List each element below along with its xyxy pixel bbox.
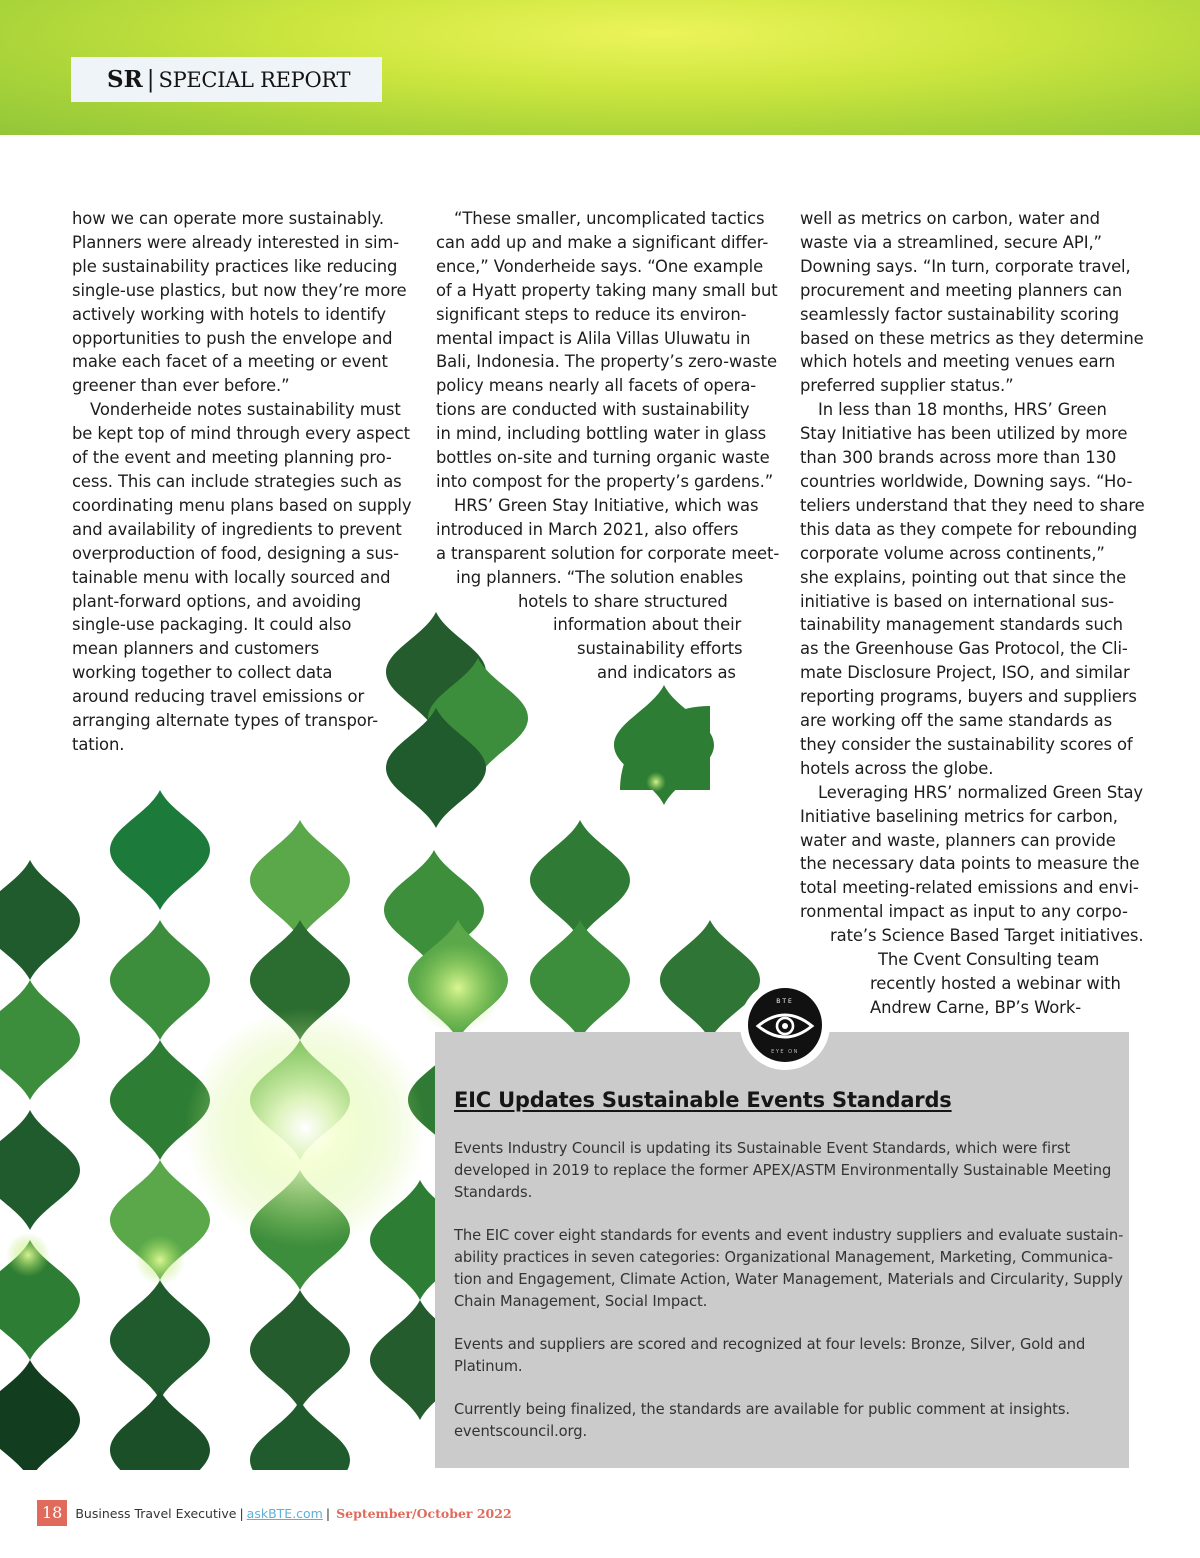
text-line: hotels across the globe. bbox=[800, 758, 994, 778]
text-line: ing planners. “The solution enables bbox=[456, 567, 744, 587]
text-line: as the Greenhouse Gas Protocol, the Cli- bbox=[800, 639, 1128, 659]
text-line: plant-forward options, and avoiding bbox=[72, 591, 362, 611]
text-line: opportunities to push the envelope and bbox=[72, 328, 393, 348]
text-line: mental impact is Alila Villas Uluwatu in bbox=[436, 328, 751, 348]
text-line: this data as they compete for rebounding bbox=[800, 519, 1138, 539]
text-line: make each facet of a meeting or event bbox=[72, 352, 388, 372]
paragraph bbox=[72, 207, 412, 398]
text-line: tation. bbox=[72, 734, 125, 754]
sidebar-paragraph bbox=[454, 1334, 1109, 1378]
text-line: mean planners and customers bbox=[72, 639, 320, 659]
text-line: sustainability efforts bbox=[577, 639, 743, 659]
text-line: tainability management standards such bbox=[800, 615, 1123, 635]
text-line: rate’s Science Based Target initiatives. bbox=[830, 926, 1144, 946]
page-footer bbox=[37, 1500, 512, 1526]
text-line: seamlessly factor sustainability scoring bbox=[800, 304, 1120, 324]
text-line: into compost for the property’s gardens.” bbox=[436, 471, 774, 491]
text-line: the necessary data points to measure the bbox=[800, 854, 1140, 874]
text-line: “These smaller, uncomplicated tactics bbox=[454, 209, 765, 228]
text-line: greener than ever before.” bbox=[72, 376, 290, 396]
leaf-shape bbox=[530, 920, 630, 1040]
text-line: single-use plastics, but now they’re more bbox=[72, 280, 407, 300]
text-line: in mind, including bottling water in glass bbox=[436, 424, 767, 444]
sidebar-text-line: Chain Management, Social Impact. bbox=[454, 1293, 708, 1310]
text-line: waste via a streamlined, secure API,” bbox=[800, 232, 1102, 252]
text-line: coordinating menu plans based on supply bbox=[72, 495, 412, 515]
text-line: preferred supplier status.” bbox=[800, 376, 1014, 396]
sidebar-text-line: Platinum. bbox=[454, 1358, 523, 1375]
text-line: Planners were already interested in sim- bbox=[72, 232, 400, 252]
text-line: ence,” Vonderheide says. “One example bbox=[436, 256, 764, 276]
text-line: working together to collect data bbox=[72, 663, 333, 683]
page-number: 18 bbox=[37, 1500, 67, 1526]
text-line: Downing says. “In turn, corporate travel, bbox=[800, 256, 1131, 276]
paragraph bbox=[72, 398, 412, 757]
text-line: reporting programs, buyers and suppliers bbox=[800, 687, 1137, 707]
text-line: ple sustainability practices like reducing bbox=[72, 256, 398, 276]
website-link[interactable]: askBTE.com bbox=[246, 1505, 323, 1521]
paragraph bbox=[800, 398, 1145, 781]
badge-top-text: BTE bbox=[776, 998, 794, 1005]
leaf-shape bbox=[0, 1110, 80, 1230]
text-line: policy means nearly all facets of opera- bbox=[436, 376, 757, 396]
section-tag bbox=[71, 57, 382, 102]
sidebar-paragraph bbox=[454, 1138, 1112, 1204]
text-line: actively working with hotels to identify bbox=[72, 304, 386, 324]
text-line: water and waste, planners can provide bbox=[800, 830, 1116, 850]
text-line: introduced in March 2021, also offers bbox=[436, 519, 739, 539]
sidebar-box bbox=[435, 1032, 1129, 1468]
text-line: which hotels and meeting venues earn bbox=[800, 352, 1116, 372]
sidebar-text-line: The EIC cover eight standards for events and event industry suppliers and evaluate sustain- bbox=[454, 1227, 1124, 1244]
footer-separator: | bbox=[325, 1505, 331, 1521]
text-line: recently hosted a webinar with bbox=[870, 974, 1121, 993]
text-line: than 300 brands across more than 130 bbox=[800, 448, 1117, 468]
article-column-2 bbox=[436, 207, 780, 685]
text-line: corporate volume across continents,” bbox=[800, 543, 1105, 563]
leaf-shape bbox=[110, 790, 210, 910]
paragraph bbox=[800, 207, 1144, 398]
text-line: overproduction of food, designing a sus- bbox=[72, 543, 399, 563]
leaf-shape bbox=[0, 1360, 80, 1470]
text-line: information about their bbox=[553, 615, 742, 635]
text-line: cess. This can include strategies such as bbox=[72, 471, 402, 491]
issue-date: September/October 2022 bbox=[336, 1505, 512, 1521]
sidebar-paragraph bbox=[454, 1399, 1109, 1443]
text-line: and indicators as bbox=[597, 663, 736, 683]
sidebar-text-line: tion and Engagement, Climate Action, Water Management, Materials and Circularity, Supply bbox=[454, 1271, 1123, 1288]
section-separator: | bbox=[146, 66, 155, 93]
text-line: ronmental impact as input to any corpo- bbox=[800, 902, 1128, 922]
paragraph bbox=[436, 494, 780, 685]
text-line: are working off the same standards as bbox=[800, 711, 1113, 731]
sidebar-title: EIC Updates Sustainable Events Standards bbox=[454, 1088, 952, 1112]
leaf-shape bbox=[0, 980, 80, 1100]
text-line: The Cvent Consulting team bbox=[878, 950, 1100, 970]
article-column-3 bbox=[800, 207, 1145, 1020]
article-column-1 bbox=[72, 207, 412, 757]
text-line: be kept top of mind through every aspect bbox=[72, 424, 410, 444]
text-line: arranging alternate types of transpor- bbox=[72, 711, 379, 731]
text-line: HRS’ Green Stay Initiative, which was bbox=[454, 495, 759, 515]
text-line: can add up and make a significant differ- bbox=[436, 232, 769, 252]
sidebar-text-line: Currently being finalized, the standards are available for public comment at insights. bbox=[454, 1401, 1070, 1418]
text-line: a transparent solution for corporate meet- bbox=[436, 543, 780, 563]
text-line: total meeting-related emissions and envi- bbox=[800, 878, 1139, 898]
paragraph bbox=[436, 207, 776, 494]
leaf-shape bbox=[110, 920, 210, 1040]
text-line: countries worldwide, Downing says. “Ho- bbox=[800, 471, 1133, 491]
leaf-shape bbox=[110, 1280, 210, 1400]
text-line: procurement and meeting planners can bbox=[800, 280, 1123, 300]
sidebar-body bbox=[454, 1138, 1124, 1443]
paragraph bbox=[800, 781, 1144, 1020]
text-line: based on these metrics as they determine bbox=[800, 328, 1144, 348]
leaf-shape bbox=[0, 860, 80, 980]
leaf-shape bbox=[250, 1400, 350, 1470]
text-line: Initiative baselining metrics for carbon, bbox=[800, 806, 1118, 826]
text-line: well as metrics on carbon, water and bbox=[800, 209, 1100, 228]
sidebar-paragraph bbox=[454, 1225, 1124, 1313]
text-line: tainable menu with locally sourced and bbox=[72, 567, 391, 587]
text-line: hotels to share structured bbox=[518, 591, 728, 611]
text-line: how we can operate more sustainably. bbox=[72, 209, 384, 228]
sidebar-text-line: developed in 2019 to replace the former APEX/ASTM Environmentally Sustainable Meeting bbox=[454, 1162, 1112, 1179]
sidebar-text-line: eventscouncil.org. bbox=[454, 1423, 588, 1440]
text-line: Bali, Indonesia. The property’s zero-waste bbox=[436, 352, 777, 372]
section-abbr: SR bbox=[107, 66, 143, 93]
sidebar-text-line: Events Industry Council is updating its Sustainable Event Standards, which were first bbox=[454, 1140, 1071, 1157]
text-line: Stay Initiative has been utilized by more bbox=[800, 424, 1128, 444]
text-line: In less than 18 months, HRS’ Green bbox=[818, 400, 1107, 420]
sidebar-text-line: ability practices in seven categories: Organizational Management, Marketing, Communica- bbox=[454, 1249, 1113, 1266]
text-line: significant steps to reduce its environ- bbox=[436, 304, 747, 324]
leaf-shape bbox=[110, 1390, 210, 1470]
sidebar-text-line: Standards. bbox=[454, 1184, 533, 1201]
text-line: Leveraging HRS’ normalized Green Stay bbox=[818, 782, 1144, 802]
text-line: of the event and meeting planning pro- bbox=[72, 448, 392, 468]
text-line: initiative is based on international sus- bbox=[800, 591, 1114, 611]
text-line: bottles on-site and turning organic waste bbox=[436, 448, 770, 468]
publication-name: Business Travel Executive bbox=[75, 1505, 237, 1521]
text-line: she explains, pointing out that since the bbox=[800, 567, 1127, 587]
footer-separator: | bbox=[239, 1505, 244, 1521]
text-line: and availability of ingredients to prevent bbox=[72, 519, 402, 539]
text-line: tions are conducted with sustainability bbox=[436, 400, 750, 420]
text-line: around reducing travel emissions or bbox=[72, 687, 365, 707]
badge-bottom-text: EYE ON bbox=[771, 1049, 799, 1055]
text-line: they consider the sustainability scores of bbox=[800, 734, 1133, 754]
sidebar-text-line: Events and suppliers are scored and recognized at four levels: Bronze, Silver, Gold and bbox=[454, 1336, 1086, 1353]
bte-eye-on-badge bbox=[740, 980, 830, 1070]
text-line: teliers understand that they need to share bbox=[800, 495, 1145, 515]
text-line: of a Hyatt property taking many small but bbox=[436, 280, 778, 300]
text-line: mate Disclosure Project, ISO, and similar bbox=[800, 663, 1130, 683]
text-line: single-use packaging. It could also bbox=[72, 615, 352, 635]
leaf-shape bbox=[250, 1290, 350, 1410]
text-line: Vonderheide notes sustainability must bbox=[90, 400, 401, 420]
section-name: SPECIAL REPORT bbox=[158, 67, 351, 92]
text-line: Andrew Carne, BP’s Work- bbox=[870, 997, 1082, 1017]
